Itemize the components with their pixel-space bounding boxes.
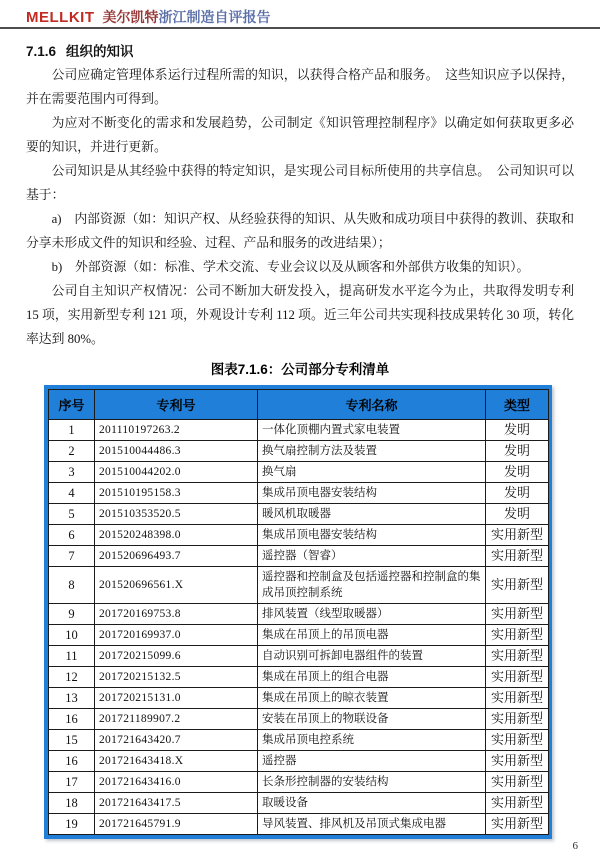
type-cell: 实用新型 bbox=[486, 814, 549, 835]
patent-name-cell: 集成在吊顶上的吊顶电器 bbox=[258, 625, 486, 646]
serial-cell: 17 bbox=[49, 772, 95, 793]
serial-cell: 7 bbox=[49, 546, 95, 567]
header-divider bbox=[0, 27, 600, 29]
patent-name-cell: 集成在吊顶上的组合电器 bbox=[258, 667, 486, 688]
patent-no-cell: 201720215099.6 bbox=[95, 646, 258, 667]
type-cell: 实用新型 bbox=[486, 604, 549, 625]
patent-name-cell: 集成吊顶电控系统 bbox=[258, 730, 486, 751]
patent-no-cell: 201720215132.5 bbox=[95, 667, 258, 688]
paragraph: 公司自主知识产权情况：公司不断加大研发投入，提高研发水平迄今为止，共取得发明专利 15 项，实用新型专利 121 项，外观设计专利 112 项。近三年公司共实现科技成果转化 30 项，转化率达到 80%。 bbox=[26, 284, 574, 346]
brand-logo-text: MELLKIT bbox=[26, 9, 95, 26]
type-cell: 发明 bbox=[486, 441, 549, 462]
table-row bbox=[49, 688, 549, 709]
patent-name-cell: 集成吊顶电器安装结构 bbox=[258, 525, 486, 546]
type-cell: 发明 bbox=[486, 420, 549, 441]
table-row bbox=[49, 441, 549, 462]
patent-name-cell: 集成吊顶电器安装结构 bbox=[258, 483, 486, 504]
document-title: 浙江制造自评报告 bbox=[158, 11, 271, 26]
patent-no-cell: 201720169753.8 bbox=[95, 604, 258, 625]
table-row bbox=[49, 546, 549, 567]
serial-cell: 16 bbox=[49, 709, 95, 730]
patent-no-cell: 201110197263.2 bbox=[95, 420, 258, 441]
table-row bbox=[49, 814, 549, 835]
type-cell: 实用新型 bbox=[486, 646, 549, 667]
type-cell: 实用新型 bbox=[486, 625, 549, 646]
type-cell: 发明 bbox=[486, 504, 549, 525]
type-cell: 实用新型 bbox=[486, 567, 549, 604]
column-header: 专利名称 bbox=[258, 390, 486, 420]
patent-name-cell: 安装在吊顶上的物联设备 bbox=[258, 709, 486, 730]
patent-name-cell: 自动识别可拆卸电器组件的装置 bbox=[258, 646, 486, 667]
patent-no-cell: 201721189907.2 bbox=[95, 709, 258, 730]
patent-no-cell: 201520248398.0 bbox=[95, 525, 258, 546]
table-row bbox=[49, 420, 549, 441]
section-title: 组织的知识 bbox=[66, 44, 134, 59]
type-cell: 实用新型 bbox=[486, 667, 549, 688]
type-cell: 实用新型 bbox=[486, 709, 549, 730]
serial-cell: 16 bbox=[49, 751, 95, 772]
patent-no-cell: 201510195158.3 bbox=[95, 483, 258, 504]
serial-cell: 1 bbox=[49, 420, 95, 441]
table-row bbox=[49, 462, 549, 483]
serial-cell: 10 bbox=[49, 625, 95, 646]
table-row bbox=[49, 604, 549, 625]
patent-name-cell: 遥控器 bbox=[258, 751, 486, 772]
body-paragraphs bbox=[26, 63, 574, 351]
table-row bbox=[49, 504, 549, 525]
column-header: 序号 bbox=[49, 390, 95, 420]
type-cell: 发明 bbox=[486, 483, 549, 504]
table-row bbox=[49, 567, 549, 604]
table-header-row bbox=[49, 390, 549, 420]
patent-no-cell: 201721643418.X bbox=[95, 751, 258, 772]
patent-table bbox=[48, 389, 549, 835]
patent-name-cell: 遥控器（智睿） bbox=[258, 546, 486, 567]
patent-name-cell: 排风装置（线型取暖器） bbox=[258, 604, 486, 625]
type-cell: 发明 bbox=[486, 462, 549, 483]
serial-cell: 9 bbox=[49, 604, 95, 625]
type-cell: 实用新型 bbox=[486, 772, 549, 793]
patent-no-cell: 201520696561.X bbox=[95, 567, 258, 604]
paragraph: 公司知识是从其经验中获得的特定知识，是实现公司目标所使用的共享信息。 公司知识可以基于： bbox=[26, 164, 574, 202]
patent-no-cell: 201720169937.0 bbox=[95, 625, 258, 646]
serial-cell: 12 bbox=[49, 667, 95, 688]
patent-no-cell: 201510044202.0 bbox=[95, 462, 258, 483]
table-row bbox=[49, 625, 549, 646]
brand-name-chinese: 美尔凯特 bbox=[102, 11, 159, 26]
patent-no-cell: 201520696493.7 bbox=[95, 546, 258, 567]
patent-name-cell: 遥控器和控制盒及包括遥控器和控制盒的集成吊顶控制系统 bbox=[258, 567, 486, 604]
table-row bbox=[49, 751, 549, 772]
table-row bbox=[49, 730, 549, 751]
serial-cell: 18 bbox=[49, 793, 95, 814]
patent-name-cell: 集成在吊顶上的晾衣装置 bbox=[258, 688, 486, 709]
table-caption: 图表7.1.6：公司部分专利清单 bbox=[210, 362, 390, 377]
table-row bbox=[49, 772, 549, 793]
patent-table-frame bbox=[44, 385, 552, 839]
table-row bbox=[49, 667, 549, 688]
page-header bbox=[0, 0, 600, 27]
paragraph: a) 内部资源（如：知识产权、从经验获得的知识、从失败和成功项目中获得的教训、获取和分享未形成文件的知识和经验、过程、产品和服务的改进结果）； bbox=[26, 212, 574, 250]
serial-cell: 19 bbox=[49, 814, 95, 835]
patent-name-cell: 暖风机取暖器 bbox=[258, 504, 486, 525]
serial-cell: 11 bbox=[49, 646, 95, 667]
type-cell: 实用新型 bbox=[486, 751, 549, 772]
patent-no-cell: 201721645791.9 bbox=[95, 814, 258, 835]
type-cell: 实用新型 bbox=[486, 525, 549, 546]
serial-cell: 3 bbox=[49, 462, 95, 483]
column-header: 类型 bbox=[486, 390, 549, 420]
serial-cell: 15 bbox=[49, 730, 95, 751]
paragraph: b) 外部资源（如：标准、学术交流、专业会议以及从顾客和外部供方收集的知识）。 bbox=[51, 260, 530, 274]
patent-no-cell: 201721643420.7 bbox=[95, 730, 258, 751]
patent-name-cell: 一体化顶棚内置式家电装置 bbox=[258, 420, 486, 441]
serial-cell: 13 bbox=[49, 688, 95, 709]
patent-name-cell: 换气扇控制方法及装置 bbox=[258, 441, 486, 462]
paragraph: 为应对不断变化的需求和发展趋势，公司制定《知识管理控制程序》以确定如何获取更多必要的知识，并进行更新。 bbox=[26, 116, 574, 154]
type-cell: 实用新型 bbox=[486, 546, 549, 567]
page-number: 6 bbox=[572, 840, 578, 852]
table-row bbox=[49, 709, 549, 730]
page-content bbox=[0, 27, 600, 839]
table-row bbox=[49, 483, 549, 504]
table-row bbox=[49, 646, 549, 667]
section-heading bbox=[26, 40, 574, 60]
patent-no-cell: 201510044486.3 bbox=[95, 441, 258, 462]
patent-no-cell: 201721643417.5 bbox=[95, 793, 258, 814]
patent-name-cell: 导风装置、排风机及吊顶式集成电器 bbox=[258, 814, 486, 835]
patent-name-cell: 取暖设备 bbox=[258, 793, 486, 814]
patent-no-cell: 201721643416.0 bbox=[95, 772, 258, 793]
table-row bbox=[49, 525, 549, 546]
patent-name-cell: 长条形控制器的安装结构 bbox=[258, 772, 486, 793]
type-cell: 实用新型 bbox=[486, 688, 549, 709]
patent-no-cell: 201720215131.0 bbox=[95, 688, 258, 709]
serial-cell: 4 bbox=[49, 483, 95, 504]
paragraph: 公司应确定管理体系运行过程所需的知识，以获得合格产品和服务。 这些知识应予以保持，并在需要范围内可得到。 bbox=[26, 68, 574, 106]
type-cell: 实用新型 bbox=[486, 793, 549, 814]
column-header: 专利号 bbox=[95, 390, 258, 420]
table-row bbox=[49, 793, 549, 814]
serial-cell: 8 bbox=[49, 567, 95, 604]
serial-cell: 2 bbox=[49, 441, 95, 462]
section-number: 7.1.6 bbox=[26, 44, 57, 59]
serial-cell: 6 bbox=[49, 525, 95, 546]
patent-name-cell: 换气扇 bbox=[258, 462, 486, 483]
type-cell: 实用新型 bbox=[486, 730, 549, 751]
serial-cell: 5 bbox=[49, 504, 95, 525]
patent-no-cell: 201510353520.5 bbox=[95, 504, 258, 525]
